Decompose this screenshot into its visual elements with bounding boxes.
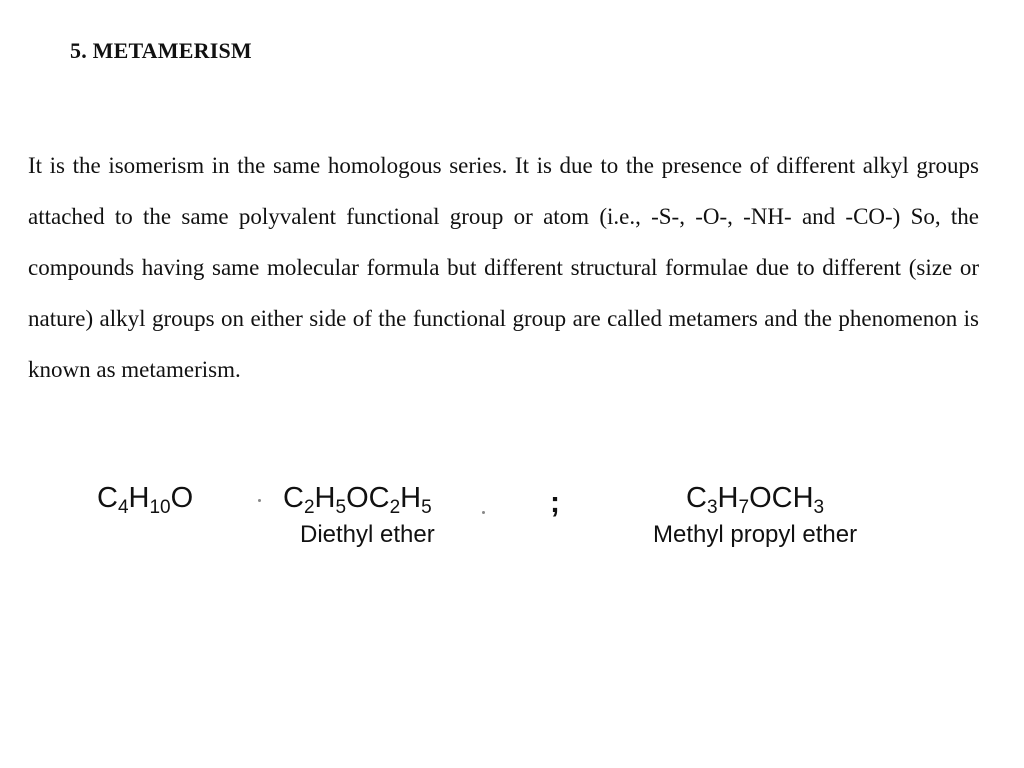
scan-dot	[258, 499, 261, 502]
metamer-example	[0, 478, 1024, 568]
methyl-propyl-ether-name: Methyl propyl ether	[653, 521, 858, 548]
definition-paragraph: It is the isomerism in the same homologous series. It is due to the presence of different alkyl groups attached to the same polyvalent functional group or atom (i.e., -S-, -O-, -NH- and -CO-) So, the compounds having same molecular formula but different structural formulae due to different (size or nature) alkyl groups on either side of the functional group are called metamers and the phenomenon is known as metamerism.	[28, 153, 979, 382]
molecular-formula: $C_4H_{10}O$	[97, 482, 194, 518]
section-heading: 5. METAMERISM	[70, 38, 252, 63]
diethyl-ether-formula: $C_2H_5OC_2H_5$	[283, 482, 432, 518]
separator: ;	[550, 486, 560, 519]
scan-dot	[482, 511, 485, 514]
diethyl-ether-name: Diethyl ether	[300, 521, 435, 548]
methyl-propyl-ether-formula: $C_3H_7OCH_3$	[686, 482, 825, 518]
